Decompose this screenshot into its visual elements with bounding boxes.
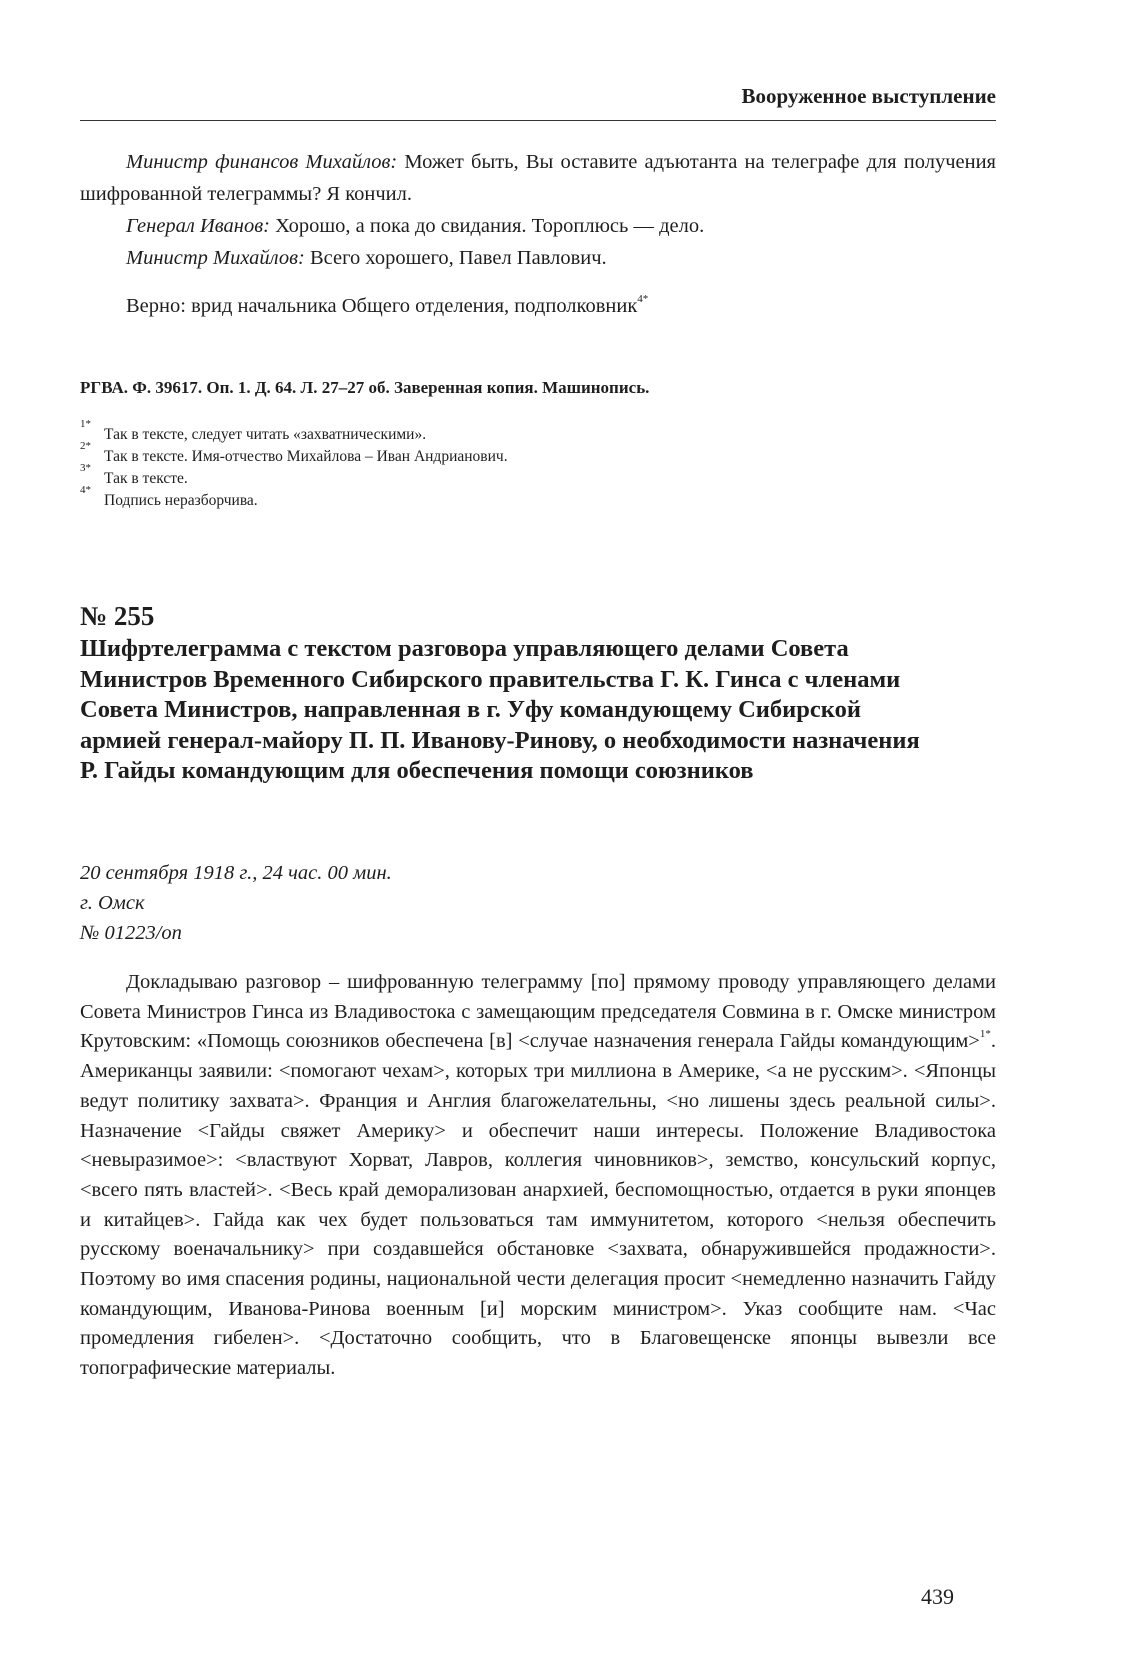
utterance: Может быть, Вы оставите адъютанта на телеграфе для получения шифрованной телеграммы? Я кончил. <box>80 151 996 205</box>
footnote: 1* Так в тексте, следует читать «захватническими». <box>80 418 427 443</box>
header-rule <box>80 120 996 121</box>
footnote-ref: 4* <box>637 293 649 305</box>
footnote: 4* Подпись неразборчива. <box>80 484 258 509</box>
verification-line: Верно: врид начальника Общего отделения, подполковник$^{4*}$ <box>126 293 649 317</box>
document-date: 20 сентября 1918 г., 24 час. 00 мин. <box>80 862 392 884</box>
footnote: 2* Так в тексте. Имя-отчество Михайлова – Иван Андрианович. <box>80 440 508 465</box>
speaker: Министр финансов Михайлов: <box>126 151 398 173</box>
document-place: г. Омск <box>80 892 145 914</box>
dialogue-section <box>80 146 996 322</box>
dialogue-line <box>80 242 996 274</box>
archive-reference: РГВА. Ф. 39617. Оп. 1. Д. 64. Л. 27–27 об. Заверенная копия. Машинопись. <box>80 378 650 397</box>
body-text <box>80 968 996 1384</box>
footnote-ref: 1* <box>979 1028 991 1041</box>
utterance: Хорошо, а пока до свидания. Тороплюсь — дело. <box>269 215 705 237</box>
speaker: Министр Михайлов: <box>126 247 305 269</box>
dialogue-line <box>80 210 996 242</box>
dialogue-line <box>80 146 996 210</box>
running-head: Вооруженное выступление <box>741 84 996 108</box>
page-number: 439 <box>921 1584 954 1609</box>
footnote: 3* Так в тексте. <box>80 462 188 487</box>
paragraph: Докладываю разговор – шифрованную телеграмму [по] прямому проводу управляющего делами Совета Министров Гинса из Владивостока с замещающим председателя Совмина в г. Омске министром Крутовским: «Помощь союзников обеспечена [в] <случае назначения генерала Гайды командующим>$^{1*}$. Американцы заявили: <помогают чехам>, которых три миллиона в Америке, <а не русским>. <Японцы ведут политику захвата>. Франция и Англия благожелательны, <но лишены здесь реальной силы>. Назначение <Гайды свяжет Америку> и обеспечит наши интересы. Положение Владивостока <невыразимое>: <властвуют Хорват, Лавров, коллегия чиновников>, земство, консульский корпус, <всего пять властей>. <Весь край деморализован анархией, беспомощностью, отдается в руки японцев и китайцев>. Гайда как чех будет пользоваться там иммунитетом, которого <нельзя обеспечить русскому военачальнику> при создавшейся обстановке <захвата, обнаружившейся продажности>. Поэтому во имя спасения родины, национальной чести делегация просит <немедленно назначить Гайду командующим, Иванова-Ринова военным [и] морским министром>. Указ сообщите нам. <Час промедления гибелен>. <Достаточно сообщить, что в Благовещенске японцы вывезли все топографические материалы. <box>80 971 996 1380</box>
footnotes <box>80 418 996 512</box>
document-title: Шифртелеграмма с текстом разговора управляющего делами Совета Министров Временного Сибирского правительства Г. К. Гинса с членами Совета Министров, направленная в г. Уфу командующему Сибирской армией генерал-майору П. П. Иванову-Ринову, о необходимости назначения Р. Гайды командующим для обеспечения помощи союзников <box>80 635 920 784</box>
document-number: № 255 <box>80 601 155 631</box>
speaker: Генерал Иванов: <box>126 215 270 237</box>
document-reg-number: № 01223/оп <box>80 922 182 944</box>
utterance: Всего хорошего, Павел Павлович. <box>304 247 607 269</box>
document-meta <box>80 858 996 948</box>
